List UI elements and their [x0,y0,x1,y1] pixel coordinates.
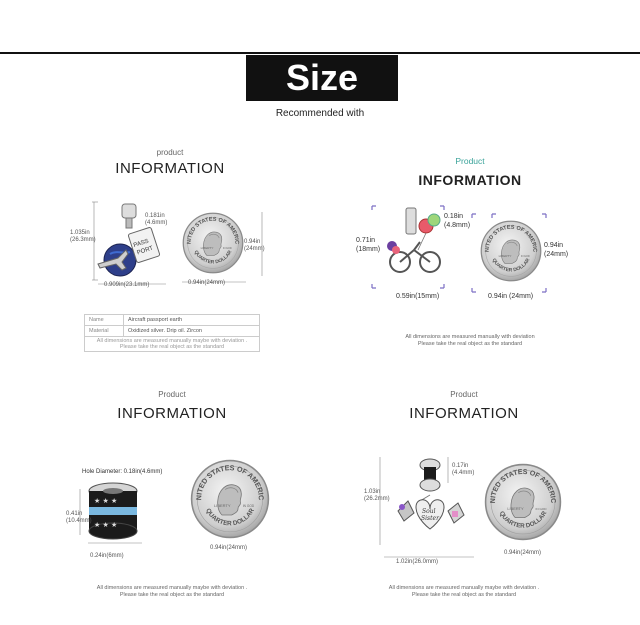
panel-title: INFORMATION [409,405,519,422]
disclaimer [320,334,620,348]
width-dim: 1.02in(26.0mm) [396,559,439,565]
top-dim: 0.17in [452,463,469,469]
height-dim-mm: (26.2mm) [364,496,390,502]
top-dim: 0.181in [145,213,165,219]
panel-title: INFORMATION [117,405,227,422]
disclaimer [314,585,614,599]
spec-value: Aircraft passport earth [124,315,260,326]
quarter-coin [190,459,270,539]
width-dim: 0.59in(15mm) [396,293,440,300]
disclaimer [22,585,322,599]
height-dim: 1.035in [70,230,90,236]
svg-text:PASS: PASS [132,238,150,250]
hole-diameter: Hole Diameter: 0.18in(4.6mm) [82,469,163,475]
coin-width: 0.94in(24mm) [210,545,248,551]
panel-label: Product [158,390,186,399]
svg-text:★ ★ ★: ★ ★ ★ [94,521,118,529]
panel3-brackets [76,479,156,555]
svg-text:★ ★ ★: ★ ★ ★ [94,497,118,505]
panel-label: product [156,148,184,157]
panel-aircraft-passport [20,140,320,360]
spec-value: Oxidized silver. Drip oil. Zircon [124,326,260,337]
coin-height: 0.94in [544,242,564,249]
spec-note-line2: Please take the real object as the standard [119,344,225,350]
spec-key: Material [85,326,124,337]
top-dim: 0.18in [444,213,464,220]
panel-soul-sister [314,385,614,605]
top-divider [0,52,640,54]
panel-spacer-bead [22,385,322,605]
coin-width: 0.94in(24mm) [188,280,226,286]
disclaimer-line1: All dimensions are measured manually maybe with deviation . [96,585,248,591]
width-dim: 0.909in(23.1mm) [104,282,150,288]
width-dim: 0.24in(6mm) [90,553,124,559]
coin-height: 0.94in [244,239,261,245]
height-dim: 0.41in [66,511,83,517]
spec-table [84,314,260,352]
height-dim-mm: (10.4mm) [66,518,92,524]
spec-key: Name [85,315,124,326]
disclaimer-line2: Please take the real object as the standard [119,592,225,598]
height-dim: 0.71in [356,237,376,244]
height-dim-mm: (18mm) [356,246,381,253]
disclaimer-line1: All dimensions are measured manually maybe with deviation . [388,585,540,591]
disclaimer-line2: Please take the real object as the standard [411,592,517,598]
spec-row-note [85,337,260,352]
coin-width: 0.94in(24mm) [504,550,542,556]
panel-bicycle [320,150,620,370]
spec-row-name [85,315,260,326]
coin-height-mm: (24mm) [544,251,569,258]
svg-text:PORT: PORT [136,245,154,257]
panel-title: INFORMATION [115,160,225,177]
coin-height-mm: (24mm) [244,246,265,252]
panel-title: INFORMATION [418,172,522,188]
panel-label: Product [450,390,478,399]
size-title: Size [285,57,359,98]
top-dim-mm: (4.6mm) [145,220,168,226]
spec-row-material [85,326,260,337]
panel-label: Product [455,156,485,166]
disclaimer-line2: Please take the real object as the standard [417,341,523,347]
height-dim-mm: (26.3mm) [70,237,96,243]
coin-brackets [470,212,550,298]
spec-note-line1: All dimensions are measured manually maybe with deviation . [96,338,248,344]
coin-width: 0.94in (24mm) [488,293,534,300]
svg-text:Sister: Sister [421,515,439,522]
spec-note [85,337,260,352]
top-dim-mm: (4.4mm) [452,470,475,476]
svg-text:Soul: Soul [422,508,436,515]
height-dim: 1.03in [364,489,381,495]
quarter-coin [484,463,562,541]
recommended-with: Recommended with [275,108,365,119]
disclaimer-line1: All dimensions are measured manually with deviation [405,334,535,340]
size-banner [246,55,398,101]
top-dim-mm: (4.8mm) [444,222,471,229]
